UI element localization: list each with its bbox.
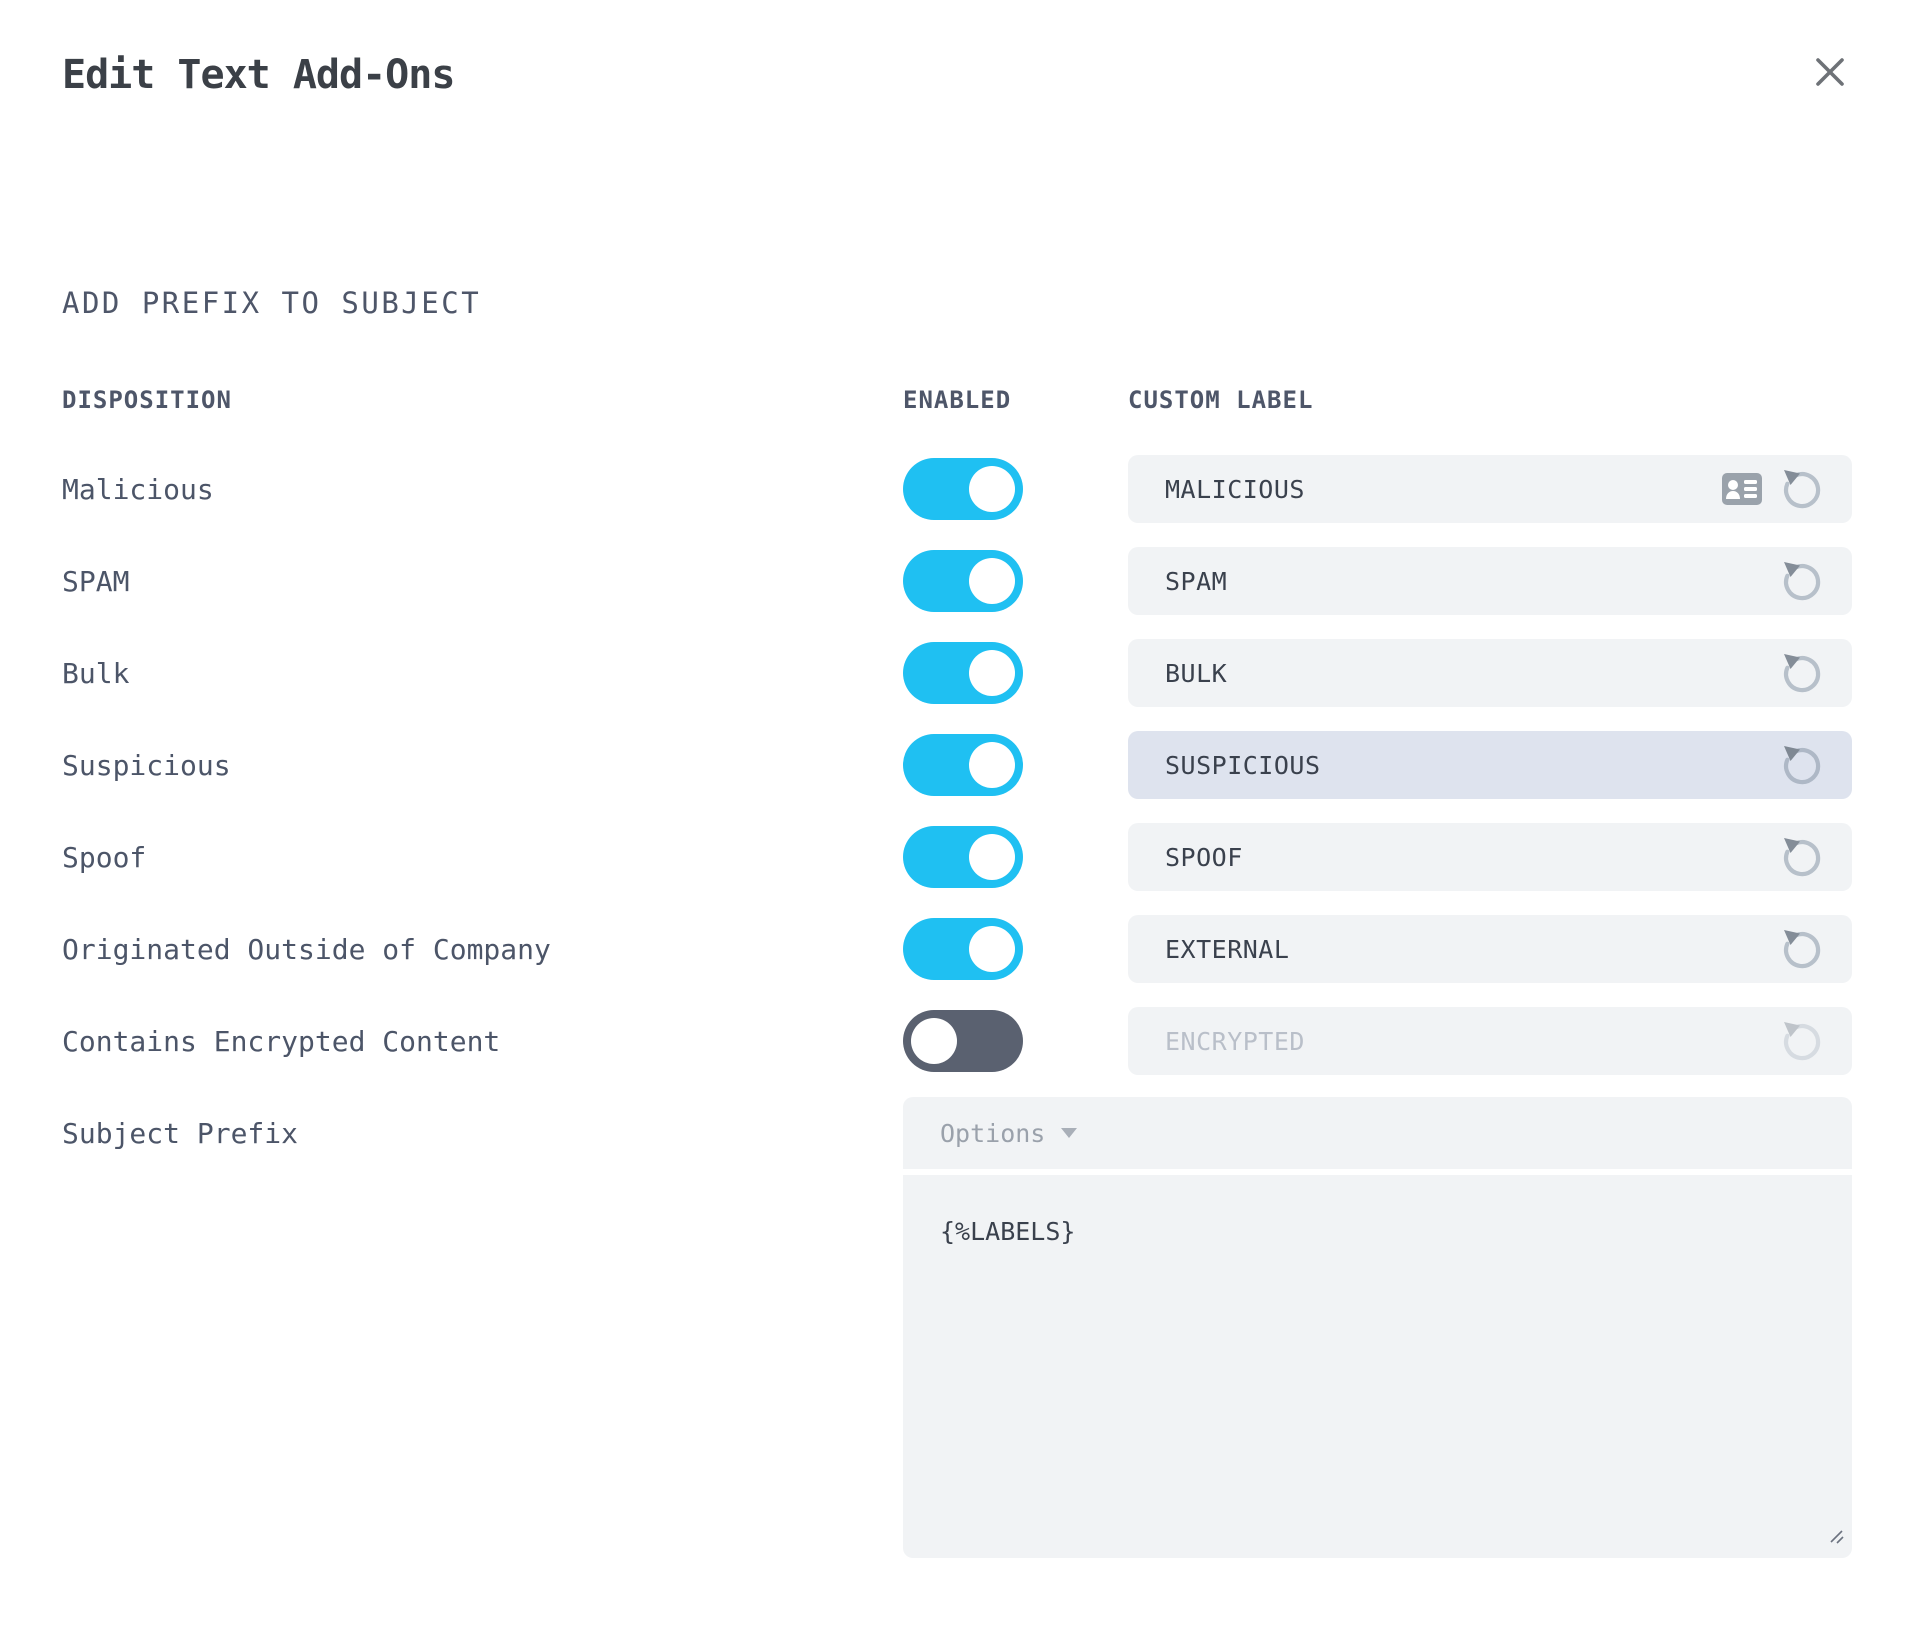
disposition-rows — [62, 443, 1852, 1558]
reset-label-button[interactable] — [1778, 465, 1826, 513]
section-heading: ADD PREFIX TO SUBJECT — [62, 286, 482, 320]
toggle-knob — [969, 558, 1015, 604]
custom-label-value: SUSPICIOUS — [1165, 750, 1321, 780]
row-suspicious — [62, 719, 1852, 811]
disposition-label: Malicious — [62, 472, 214, 506]
resize-grip-icon — [1830, 1530, 1844, 1544]
enabled-toggle-encrypted[interactable] — [903, 1010, 1023, 1072]
column-header-custom-label: CUSTOM LABEL — [1128, 386, 1314, 414]
enabled-toggle-external[interactable] — [903, 918, 1023, 980]
reset-icon — [1778, 465, 1826, 513]
row-bulk — [62, 627, 1852, 719]
row-external — [62, 903, 1852, 995]
custom-label-input-malicious[interactable] — [1128, 455, 1852, 523]
id-card-icon — [1722, 473, 1762, 505]
subject-prefix-value: {%LABELS} — [940, 1217, 1076, 1246]
enabled-toggle-spam[interactable] — [903, 550, 1023, 612]
toggle-knob — [969, 834, 1015, 880]
reset-label-button[interactable] — [1778, 1017, 1826, 1065]
disposition-label: Bulk — [62, 656, 130, 690]
reset-icon — [1778, 649, 1826, 697]
toggle-knob — [969, 926, 1015, 972]
row-spoof — [62, 811, 1852, 903]
custom-label-value: BULK — [1165, 658, 1228, 688]
reset-label-button[interactable] — [1778, 833, 1826, 881]
enabled-toggle-spoof[interactable] — [903, 826, 1023, 888]
custom-label-input-external[interactable] — [1128, 915, 1852, 983]
subject-prefix-editor — [903, 1097, 1852, 1558]
column-header-enabled: ENABLED — [903, 386, 1012, 414]
enabled-toggle-bulk[interactable] — [903, 642, 1023, 704]
enabled-toggle-suspicious[interactable] — [903, 734, 1023, 796]
dialog-title: Edit Text Add-Ons — [62, 52, 455, 98]
reset-label-button[interactable] — [1778, 741, 1826, 789]
custom-label-input-spoof[interactable] — [1128, 823, 1852, 891]
toggle-knob — [969, 650, 1015, 696]
row-spam — [62, 535, 1852, 627]
reset-icon — [1778, 925, 1826, 973]
subject-prefix-label: Subject Prefix — [62, 1116, 299, 1150]
custom-label-input-spam[interactable] — [1128, 547, 1852, 615]
row-encrypted — [62, 995, 1852, 1087]
column-header-disposition: DISPOSITION — [62, 386, 232, 414]
close-button[interactable] — [1806, 48, 1854, 96]
toggle-knob — [911, 1018, 957, 1064]
disposition-label: Originated Outside of Company — [62, 932, 551, 966]
custom-label-value: MALICIOUS — [1165, 474, 1305, 504]
chevron-down-icon — [1061, 1128, 1077, 1138]
options-dropdown-label: Options — [940, 1118, 1046, 1148]
disposition-label: Suspicious — [62, 748, 231, 782]
enabled-toggle-malicious[interactable] — [903, 458, 1023, 520]
custom-label-value: SPOOF — [1165, 842, 1243, 872]
insert-variable-button[interactable] — [1722, 473, 1762, 505]
disposition-label: SPAM — [62, 564, 130, 598]
reset-label-button[interactable] — [1778, 557, 1826, 605]
close-icon — [1812, 54, 1848, 90]
subject-prefix-textarea[interactable] — [903, 1175, 1852, 1558]
toggle-knob — [969, 466, 1015, 512]
row-malicious — [62, 443, 1852, 535]
reset-label-button[interactable] — [1778, 649, 1826, 697]
custom-label-value: ENCRYPTED — [1165, 1026, 1305, 1056]
disposition-label: Contains Encrypted Content — [62, 1024, 501, 1058]
custom-label-input-bulk[interactable] — [1128, 639, 1852, 707]
column-headers — [62, 386, 1852, 414]
resize-handle[interactable] — [1830, 1521, 1844, 1550]
reset-icon — [1778, 557, 1826, 605]
custom-label-value: SPAM — [1165, 566, 1228, 596]
toggle-knob — [969, 742, 1015, 788]
custom-label-input-encrypted[interactable] — [1128, 1007, 1852, 1075]
options-dropdown[interactable] — [903, 1097, 1852, 1169]
custom-label-value: EXTERNAL — [1165, 934, 1290, 964]
custom-label-input-suspicious[interactable] — [1128, 731, 1852, 799]
row-subject-prefix — [62, 1087, 1852, 1558]
reset-icon — [1778, 1017, 1826, 1065]
reset-label-button[interactable] — [1778, 925, 1826, 973]
disposition-label: Spoof — [62, 840, 147, 874]
reset-icon — [1778, 833, 1826, 881]
reset-icon — [1778, 741, 1826, 789]
